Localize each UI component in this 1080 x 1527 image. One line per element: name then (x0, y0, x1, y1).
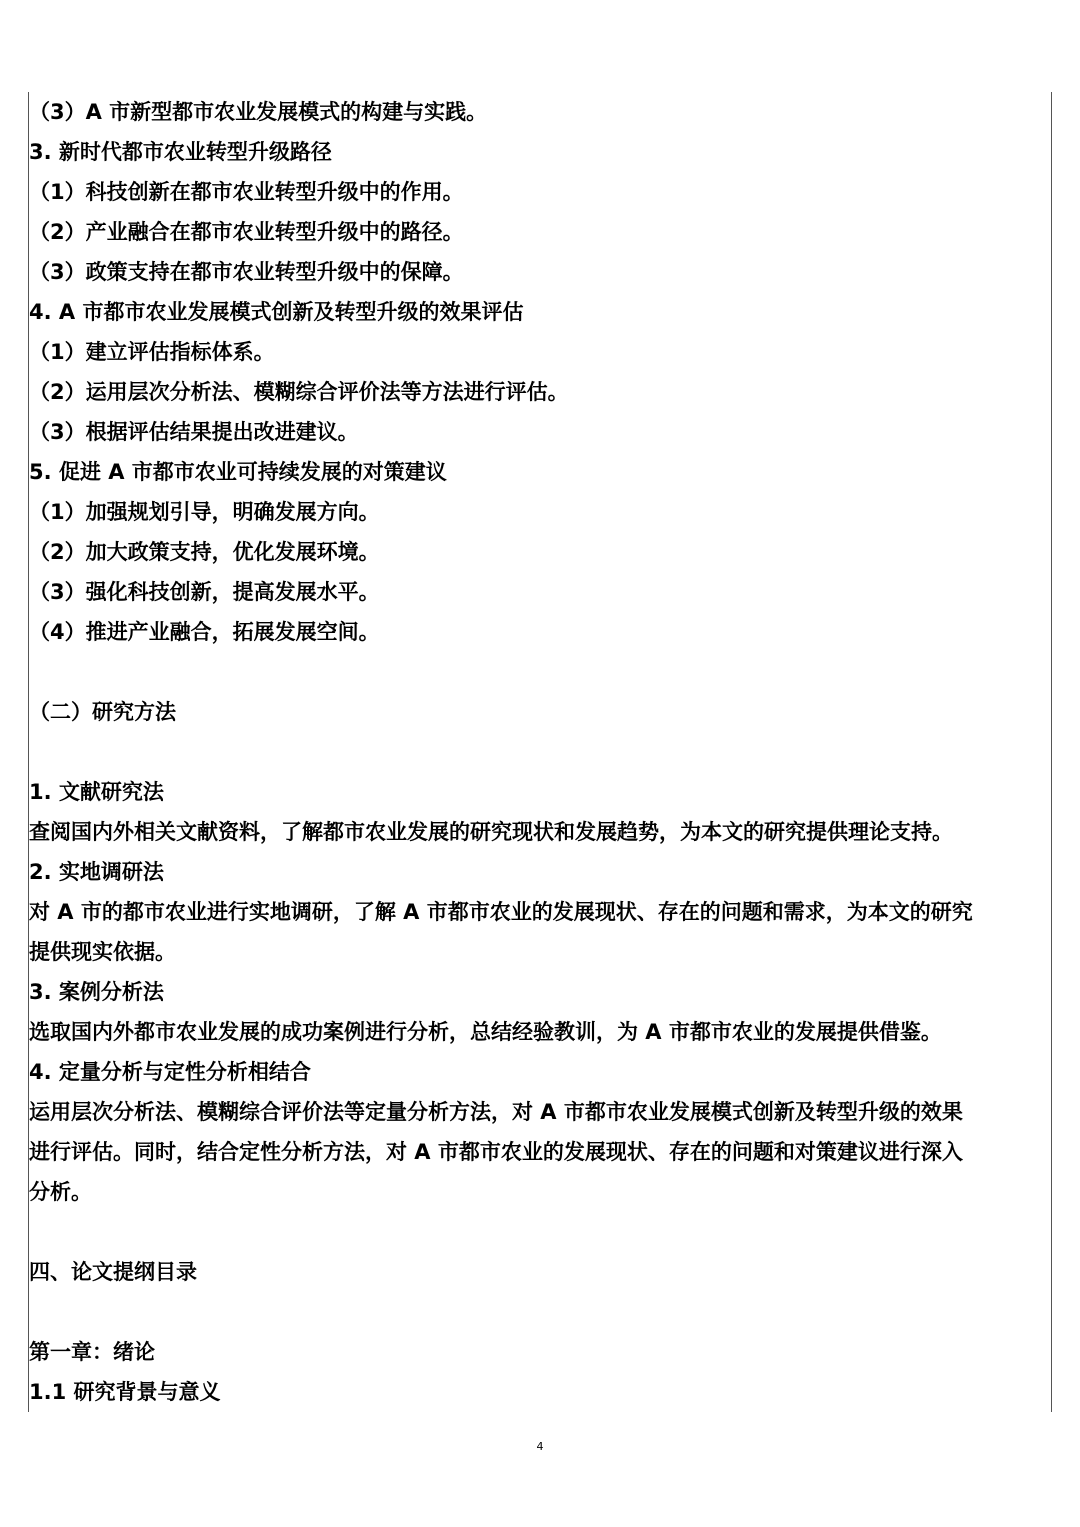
chapter-title: 第一章：绪论 (29, 1340, 155, 1364)
paragraph-line: 对 A 市的都市农业进行实地调研，了解 A 市都市农业的发展现状、存在的问题和需求，为本文的研究 (29, 900, 973, 924)
method-heading: 1. 文献研究法 (29, 780, 164, 804)
paragraph-line: 分析。 (29, 1180, 92, 1204)
section-heading: 5. 促进 A 市都市农业可持续发展的对策建议 (29, 460, 447, 484)
method-heading: 2. 实地调研法 (29, 860, 164, 884)
list-item: （1）科技创新在都市农业转型升级中的作用。 (29, 180, 464, 204)
list-item: （3）A 市新型都市农业发展模式的构建与实践。 (29, 100, 488, 124)
list-item: （4）推进产业融合，拓展发展空间。 (29, 620, 380, 644)
outline-item: 1.1 研究背景与意义 (29, 1380, 221, 1404)
list-item: （2）加大政策支持，优化发展环境。 (29, 540, 380, 564)
page-number: 4 (536, 1440, 544, 1453)
paragraph-line: 选取国内外都市农业发展的成功案例进行分析，总结经验教训，为 A 市都市农业的发展提供借鉴。 (29, 1020, 942, 1044)
section-title: 四、论文提纲目录 (29, 1260, 197, 1284)
method-heading: 4. 定量分析与定性分析相结合 (29, 1060, 311, 1084)
document-body (29, 92, 1051, 1412)
blank-line (29, 1292, 1051, 1332)
blank-line (29, 1212, 1051, 1252)
section-heading: 4. A 市都市农业发展模式创新及转型升级的效果评估 (29, 300, 524, 324)
list-item: （3）强化科技创新，提高发展水平。 (29, 580, 380, 604)
list-item: （2）产业融合在都市农业转型升级中的路径。 (29, 220, 464, 244)
blank-line (29, 732, 1051, 772)
list-item: （1）建立评估指标体系。 (29, 340, 275, 364)
list-item: （3）政策支持在都市农业转型升级中的保障。 (29, 260, 464, 284)
subsection-title: （二）研究方法 (29, 700, 176, 724)
paragraph-line: 查阅国内外相关文献资料，了解都市农业发展的研究现状和发展趋势，为本文的研究提供理论支持。 (29, 820, 953, 844)
paragraph-line: 提供现实依据。 (29, 940, 176, 964)
list-item: （3）根据评估结果提出改进建议。 (29, 420, 359, 444)
paragraph-line: 运用层次分析法、模糊综合评价法等定量分析方法，对 A 市都市农业发展模式创新及转型升级的效果 (29, 1100, 963, 1124)
blank-line (29, 652, 1051, 692)
list-item: （2）运用层次分析法、模糊综合评价法等方法进行评估。 (29, 380, 569, 404)
list-item: （1）加强规划引导，明确发展方向。 (29, 500, 380, 524)
method-heading: 3. 案例分析法 (29, 980, 164, 1004)
paragraph-line: 进行评估。同时，结合定性分析方法，对 A 市都市农业的发展现状、存在的问题和对策建议进行深入 (29, 1140, 963, 1164)
section-heading: 3. 新时代都市农业转型升级路径 (29, 140, 332, 164)
